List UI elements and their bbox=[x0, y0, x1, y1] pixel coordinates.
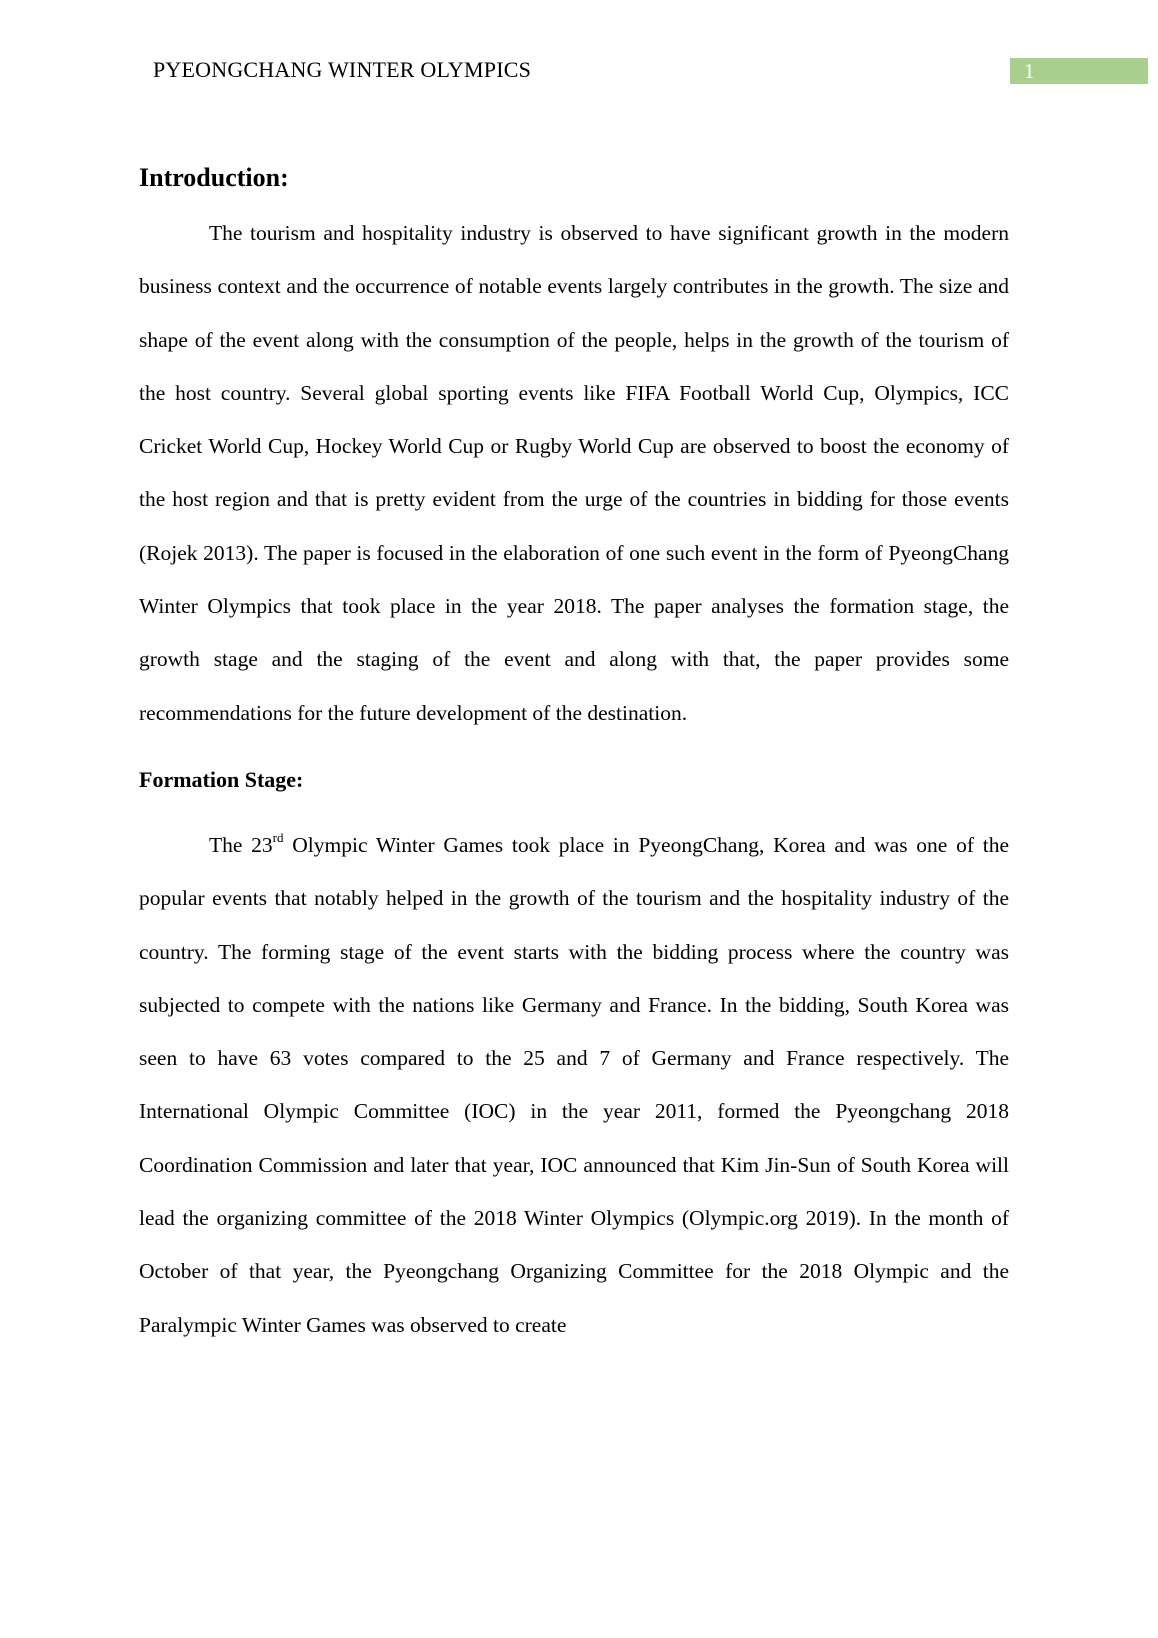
introduction-heading: Introduction: bbox=[139, 163, 289, 192]
formation-paragraph-start: The 23 bbox=[209, 832, 273, 857]
formation-stage-heading: Formation Stage: bbox=[139, 766, 304, 792]
ordinal-suffix: rd bbox=[272, 829, 284, 845]
page-number-badge bbox=[1010, 58, 1148, 84]
document-body bbox=[139, 160, 1009, 1352]
page-number: 1 bbox=[1024, 59, 1035, 83]
introduction-paragraph: The tourism and hospitality industry is observed to have significant growth in the modern business context and the occurrence of notable events largely contributes in the growth. The size and shape of the event along with the consumption of the people, helps in the growth of the tourism of the host country. Several global sporting events like FIFA Football World Cup, Olympics, ICC Cricket World Cup, Hockey World Cup or Rugby World Cup are observed to boost the economy of the host region and that is pretty evident from the urge of the countries in bidding for those events (Rojek 2013). The paper is focused in the elaboration of one such event in the form of PyeongChang Winter Olympics that took place in the year 2018. The paper analyses the formation stage, the growth stage and the staging of the event and along with that, the paper provides some recommendations for the future development of the destination. bbox=[139, 221, 1009, 725]
formation-stage-paragraph bbox=[139, 819, 1009, 1352]
running-head-title: PYEONGCHANG WINTER OLYMPICS bbox=[153, 57, 532, 82]
formation-paragraph-rest: Olympic Winter Games took place in PyeongChang, Korea and was one of the popular events that notably helped in the growth of the tourism and the hospitality industry of the country. The forming stage of the event starts with the bidding process where the country was subjected to compete with the nations like Germany and France. In the bidding, South Korea was seen to have 63 votes compared to the 25 and 7 of Germany and France respectively. The International Olympic Committee (IOC) in the year 2011, formed the Pyeongchang 2018 Coordination Commission and later that year, IOC announced that Kim Jin-Sun of South Korea will lead the organizing committee of the 2018 Winter Olympics (Olympic.org 2019). In the month of October of that year, the Pyeongchang Organizing Committee for the 2018 Olympic and the Paralympic Winter Games was observed to create bbox=[139, 832, 1009, 1337]
